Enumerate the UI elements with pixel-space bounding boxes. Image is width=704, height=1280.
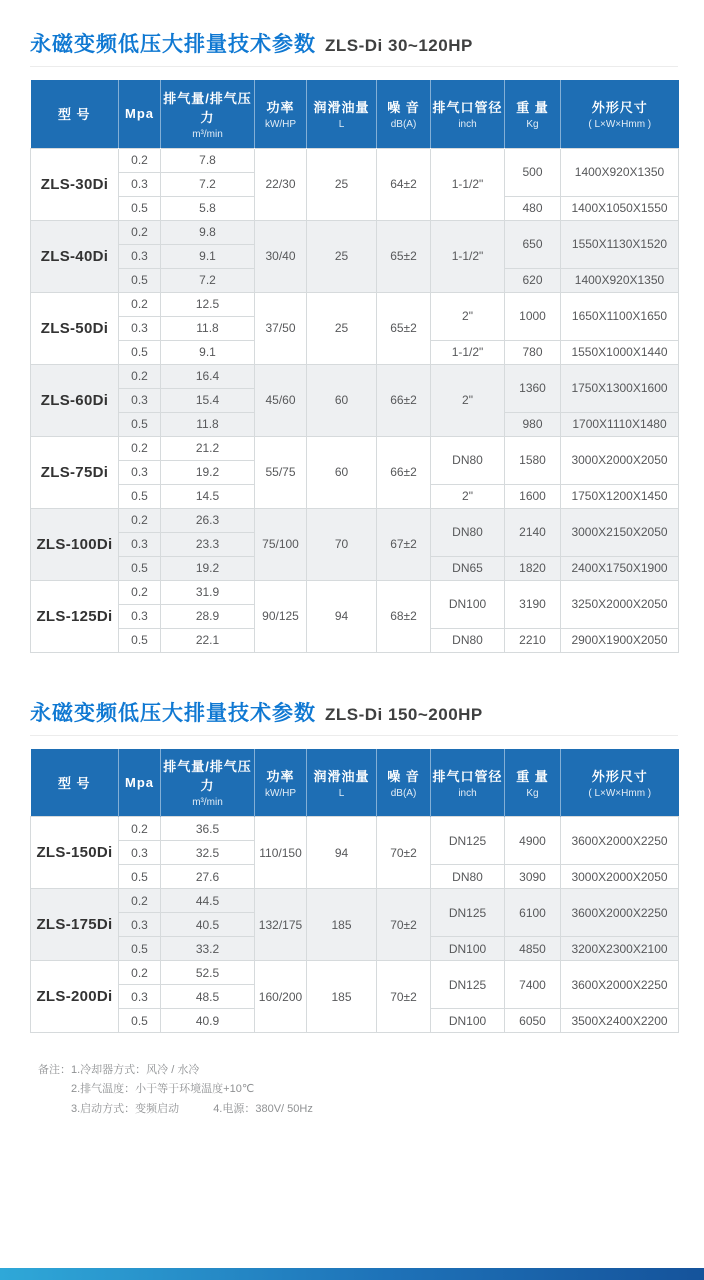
cell-mpa: 0.2	[119, 508, 161, 532]
cell-flow: 26.3	[161, 508, 255, 532]
cell-flow: 15.4	[161, 388, 255, 412]
col-header-4	[307, 80, 377, 148]
cell-power: 132/175	[255, 889, 307, 961]
cell-flow: 19.2	[161, 556, 255, 580]
cell-weight: 480	[505, 196, 561, 220]
cell-oil: 185	[307, 889, 377, 961]
col-header-unit: kW/HP	[264, 119, 297, 131]
col-header-label: 润滑油量	[313, 768, 370, 784]
cell-mpa: 0.5	[119, 268, 161, 292]
cell-pipe: DN100	[431, 580, 505, 628]
cell-oil: 25	[307, 292, 377, 364]
section-title-1	[30, 0, 678, 67]
col-header-label: 排气量/排气压力	[163, 90, 252, 125]
table-row	[31, 364, 679, 388]
col-header-label: 排气口管径	[432, 100, 503, 116]
cell-flow: 21.2	[161, 436, 255, 460]
cell-weight: 4900	[505, 817, 561, 865]
cell-power: 22/30	[255, 148, 307, 220]
col-header-label: 型 号	[57, 107, 91, 123]
section-title-cn: 永磁变频低压大排量技术参数	[30, 701, 316, 725]
col-header-label: 重 量	[516, 768, 549, 784]
cell-flow: 36.5	[161, 817, 255, 841]
col-header-label: 功率	[266, 100, 295, 116]
col-header-0	[31, 749, 119, 817]
cell-dims: 3250X2000X2050	[561, 580, 679, 628]
cell-pipe: DN65	[431, 556, 505, 580]
cell-model: ZLS-50Di	[31, 292, 119, 364]
cell-noise: 65±2	[377, 292, 431, 364]
header-row	[31, 80, 679, 148]
cell-pipe: DN100	[431, 937, 505, 961]
col-header-label: 噪 音	[387, 100, 420, 116]
cell-dims: 1400X920X1350	[561, 148, 679, 196]
note-line-3a: 3.启动方式：变频启动	[71, 1102, 180, 1115]
cell-oil: 25	[307, 148, 377, 220]
cell-mpa: 0.2	[119, 580, 161, 604]
notes-block	[38, 1061, 678, 1119]
cell-weight: 1000	[505, 292, 561, 340]
cell-mpa: 0.3	[119, 841, 161, 865]
cell-mpa: 0.2	[119, 220, 161, 244]
cell-flow: 9.1	[161, 340, 255, 364]
cell-power: 55/75	[255, 436, 307, 508]
cell-flow: 7.8	[161, 148, 255, 172]
cell-model: ZLS-150Di	[31, 817, 119, 889]
cell-dims: 3600X2000X2250	[561, 961, 679, 1009]
cell-oil: 60	[307, 364, 377, 436]
table-row	[31, 580, 679, 604]
cell-mpa: 0.3	[119, 244, 161, 268]
cell-mpa: 0.5	[119, 556, 161, 580]
cell-noise: 66±2	[377, 364, 431, 436]
cell-dims: 3600X2000X2250	[561, 889, 679, 937]
note-line-3b: 4.电源：380V/ 50Hz	[213, 1102, 313, 1115]
col-header-1	[119, 749, 161, 817]
cell-flow: 27.6	[161, 865, 255, 889]
cell-oil: 70	[307, 508, 377, 580]
cell-flow: 52.5	[161, 961, 255, 985]
cell-oil: 60	[307, 436, 377, 508]
cell-flow: 40.5	[161, 913, 255, 937]
bottom-decor-bar	[0, 1268, 704, 1280]
cell-mpa: 0.3	[119, 460, 161, 484]
cell-flow: 9.1	[161, 244, 255, 268]
cell-pipe: 2"	[431, 364, 505, 436]
cell-oil: 185	[307, 961, 377, 1033]
cell-dims: 1550X1000X1440	[561, 340, 679, 364]
notes-label: 备注：	[38, 1064, 71, 1076]
cell-oil: 94	[307, 580, 377, 652]
cell-noise: 64±2	[377, 148, 431, 220]
cell-weight: 2140	[505, 508, 561, 556]
cell-pipe: DN125	[431, 817, 505, 865]
cell-flow: 14.5	[161, 484, 255, 508]
cell-pipe: DN125	[431, 889, 505, 937]
col-header-5	[377, 749, 431, 817]
cell-weight: 1360	[505, 364, 561, 412]
cell-flow: 44.5	[161, 889, 255, 913]
cell-pipe: 2"	[431, 292, 505, 340]
cell-flow: 48.5	[161, 985, 255, 1009]
cell-pipe: 1-1/2"	[431, 148, 505, 220]
cell-power: 37/50	[255, 292, 307, 364]
cell-weight: 780	[505, 340, 561, 364]
col-header-2	[161, 749, 255, 817]
cell-dims: 3500X2400X2200	[561, 1009, 679, 1033]
cell-mpa: 0.5	[119, 1009, 161, 1033]
cell-mpa: 0.2	[119, 148, 161, 172]
section-150-200hp	[30, 653, 678, 1034]
col-header-1	[119, 80, 161, 148]
col-header-unit: inch	[458, 119, 477, 131]
col-header-unit: Kg	[526, 787, 539, 799]
col-header-unit: L	[338, 119, 345, 131]
cell-weight: 1820	[505, 556, 561, 580]
cell-weight: 980	[505, 412, 561, 436]
note-line-3	[71, 1100, 313, 1119]
col-header-unit: m³/min	[192, 128, 223, 140]
col-header-label: 排气口管径	[432, 768, 503, 784]
cell-mpa: 0.3	[119, 604, 161, 628]
cell-pipe: DN80	[431, 865, 505, 889]
cell-weight: 500	[505, 148, 561, 196]
col-header-unit: L	[338, 787, 345, 799]
cell-dims: 3000X2150X2050	[561, 508, 679, 556]
cell-power: 75/100	[255, 508, 307, 580]
note-line-2: 2.排气温度：小于等于环境温度+10℃	[71, 1083, 255, 1096]
col-header-label: Mpa	[125, 774, 154, 790]
cell-noise: 70±2	[377, 961, 431, 1033]
cell-weight: 2210	[505, 628, 561, 652]
spec-table-150-200hp	[30, 749, 679, 1034]
cell-flow: 23.3	[161, 532, 255, 556]
table-row	[31, 889, 679, 913]
cell-mpa: 0.2	[119, 817, 161, 841]
cell-dims: 1400X920X1350	[561, 268, 679, 292]
col-header-label: Mpa	[125, 106, 154, 122]
col-header-unit: inch	[458, 787, 477, 799]
table-header	[31, 80, 679, 148]
cell-weight: 4850	[505, 937, 561, 961]
cell-pipe: 1-1/2"	[431, 340, 505, 364]
cell-mpa: 0.5	[119, 484, 161, 508]
col-header-5	[377, 80, 431, 148]
cell-mpa: 0.3	[119, 913, 161, 937]
cell-weight: 6050	[505, 1009, 561, 1033]
table-row	[31, 220, 679, 244]
note-line-1: 1.冷却器方式：风冷 / 水冷	[71, 1064, 200, 1076]
section-title-2	[30, 653, 678, 736]
col-header-label: 型 号	[57, 775, 91, 791]
cell-dims: 3600X2000X2250	[561, 817, 679, 865]
cell-model: ZLS-200Di	[31, 961, 119, 1033]
col-header-unit: ( L×W×Hmm )	[588, 787, 652, 799]
col-header-7	[505, 749, 561, 817]
cell-dims: 3000X2000X2050	[561, 436, 679, 484]
cell-mpa: 0.5	[119, 628, 161, 652]
cell-mpa: 0.2	[119, 889, 161, 913]
cell-model: ZLS-60Di	[31, 364, 119, 436]
col-header-3	[255, 749, 307, 817]
cell-noise: 65±2	[377, 220, 431, 292]
cell-mpa: 0.5	[119, 937, 161, 961]
col-header-unit: ( L×W×Hmm )	[588, 119, 652, 131]
col-header-unit: kW/HP	[264, 787, 297, 799]
cell-weight: 7400	[505, 961, 561, 1009]
cell-pipe: 2"	[431, 484, 505, 508]
col-header-label: 排气量/排气压力	[163, 759, 252, 794]
cell-noise: 70±2	[377, 889, 431, 961]
cell-flow: 5.8	[161, 196, 255, 220]
cell-mpa: 0.5	[119, 340, 161, 364]
cell-model: ZLS-40Di	[31, 220, 119, 292]
table-row	[31, 817, 679, 841]
cell-mpa: 0.3	[119, 388, 161, 412]
cell-mpa: 0.3	[119, 172, 161, 196]
cell-oil: 94	[307, 817, 377, 889]
cell-dims: 1550X1130X1520	[561, 220, 679, 268]
cell-mpa: 0.3	[119, 316, 161, 340]
cell-weight: 620	[505, 268, 561, 292]
col-header-unit: dB(A)	[390, 119, 417, 131]
cell-mpa: 0.2	[119, 436, 161, 460]
cell-model: ZLS-100Di	[31, 508, 119, 580]
header-row	[31, 749, 679, 817]
cell-oil: 25	[307, 220, 377, 292]
col-header-label: 重 量	[516, 100, 549, 116]
section-title-cn: 永磁变频低压大排量技术参数	[30, 33, 316, 56]
cell-power: 90/125	[255, 580, 307, 652]
col-header-label: 润滑油量	[313, 100, 370, 116]
cell-dims: 3000X2000X2050	[561, 865, 679, 889]
cell-pipe: 1-1/2"	[431, 220, 505, 292]
cell-power: 45/60	[255, 364, 307, 436]
section-title-model-range: ZLS-Di 150~200HP	[325, 704, 483, 724]
cell-pipe: DN80	[431, 628, 505, 652]
cell-flow: 11.8	[161, 316, 255, 340]
col-header-label: 外形尺寸	[591, 100, 648, 116]
cell-flow: 31.9	[161, 580, 255, 604]
cell-model: ZLS-75Di	[31, 436, 119, 508]
cell-mpa: 0.2	[119, 364, 161, 388]
table-row	[31, 961, 679, 985]
cell-flow: 32.5	[161, 841, 255, 865]
cell-mpa: 0.3	[119, 532, 161, 556]
col-header-2	[161, 80, 255, 148]
cell-noise: 66±2	[377, 436, 431, 508]
cell-mpa: 0.5	[119, 865, 161, 889]
col-header-unit: m³/min	[192, 797, 223, 809]
cell-flow: 16.4	[161, 364, 255, 388]
spec-table-30-120hp	[30, 80, 679, 653]
cell-weight: 1580	[505, 436, 561, 484]
col-header-7	[505, 80, 561, 148]
cell-dims: 1700X1110X1480	[561, 412, 679, 436]
cell-flow: 22.1	[161, 628, 255, 652]
cell-weight: 6100	[505, 889, 561, 937]
col-header-4	[307, 749, 377, 817]
cell-noise: 67±2	[377, 508, 431, 580]
table-row	[31, 292, 679, 316]
cell-pipe: DN125	[431, 961, 505, 1009]
cell-flow: 9.8	[161, 220, 255, 244]
cell-dims: 3200X2300X2100	[561, 937, 679, 961]
col-header-label: 功率	[266, 768, 295, 784]
cell-mpa: 0.2	[119, 961, 161, 985]
col-header-8	[561, 80, 679, 148]
cell-weight: 3090	[505, 865, 561, 889]
cell-model: ZLS-175Di	[31, 889, 119, 961]
cell-mpa: 0.3	[119, 985, 161, 1009]
table-row	[31, 148, 679, 172]
cell-flow: 7.2	[161, 268, 255, 292]
table-body	[31, 817, 679, 1033]
cell-flow: 7.2	[161, 172, 255, 196]
cell-mpa: 0.5	[119, 412, 161, 436]
cell-dims: 1750X1200X1450	[561, 484, 679, 508]
col-header-label: 外形尺寸	[591, 768, 648, 784]
col-header-3	[255, 80, 307, 148]
table-header	[31, 749, 679, 817]
cell-flow: 28.9	[161, 604, 255, 628]
cell-flow: 11.8	[161, 412, 255, 436]
table-row	[31, 508, 679, 532]
col-header-6	[431, 749, 505, 817]
cell-power: 30/40	[255, 220, 307, 292]
cell-dims: 2400X1750X1900	[561, 556, 679, 580]
cell-pipe: DN80	[431, 436, 505, 484]
col-header-unit: dB(A)	[390, 787, 417, 799]
cell-dims: 1650X1100X1650	[561, 292, 679, 340]
cell-flow: 12.5	[161, 292, 255, 316]
cell-pipe: DN80	[431, 508, 505, 556]
section-title-model-range: ZLS-Di 30~120HP	[325, 36, 473, 55]
cell-power: 110/150	[255, 817, 307, 889]
cell-model: ZLS-30Di	[31, 148, 119, 220]
cell-dims: 1750X1300X1600	[561, 364, 679, 412]
cell-flow: 40.9	[161, 1009, 255, 1033]
col-header-label: 噪 音	[387, 768, 420, 784]
cell-mpa: 0.2	[119, 292, 161, 316]
cell-weight: 3190	[505, 580, 561, 628]
cell-mpa: 0.5	[119, 196, 161, 220]
table-body	[31, 148, 679, 652]
cell-flow: 19.2	[161, 460, 255, 484]
col-header-8	[561, 749, 679, 817]
cell-flow: 33.2	[161, 937, 255, 961]
cell-noise: 70±2	[377, 817, 431, 889]
cell-power: 160/200	[255, 961, 307, 1033]
col-header-0	[31, 80, 119, 148]
cell-model: ZLS-125Di	[31, 580, 119, 652]
col-header-unit: Kg	[526, 119, 539, 131]
cell-pipe: DN100	[431, 1009, 505, 1033]
col-header-6	[431, 80, 505, 148]
table-row	[31, 436, 679, 460]
notes-lines	[71, 1061, 313, 1119]
cell-weight: 650	[505, 220, 561, 268]
cell-dims: 1400X1050X1550	[561, 196, 679, 220]
section-30-120hp	[30, 0, 678, 653]
cell-weight: 1600	[505, 484, 561, 508]
cell-noise: 68±2	[377, 580, 431, 652]
cell-dims: 2900X1900X2050	[561, 628, 679, 652]
